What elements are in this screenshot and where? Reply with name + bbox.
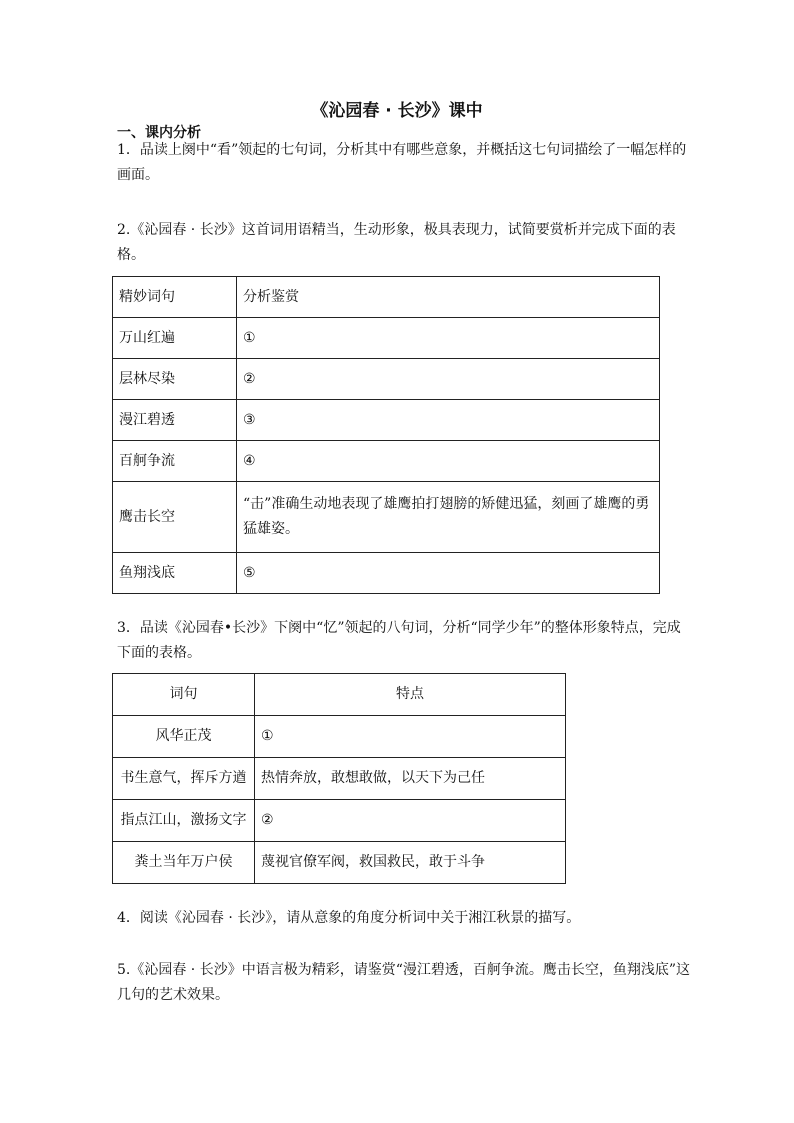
question-4: 4．阅读《沁园春 · 长沙》，请从意象的角度分析词中关于湘江秋景的描写。 xyxy=(117,910,581,926)
table-cell-answer: 热情奔放，敢想敢做，以天下为己任 xyxy=(255,758,566,800)
table-cell-answer: ⑤ xyxy=(237,553,660,594)
table-cell-answer: ④ xyxy=(237,441,660,482)
section-heading: 一、课内分析 xyxy=(117,125,201,141)
table-row xyxy=(113,716,566,758)
table-row xyxy=(113,359,660,400)
table-header-row xyxy=(113,277,660,318)
table-cell-answer: ① xyxy=(255,716,566,758)
page-title: 《沁园春 · 长沙》课中 xyxy=(311,101,483,121)
table-cell-phrase: 书生意气，挥斥方遒 xyxy=(113,758,255,800)
question-5: 5.《沁园春 · 长沙》中语言极为精彩，请鉴赏“漫江碧透，百舸争流。鹰击长空，鱼翔浅底”这几句的艺术效果。 xyxy=(117,962,691,1003)
analysis-table xyxy=(112,276,660,594)
table-row xyxy=(113,842,566,884)
question-2: 2.《沁园春 · 长沙》这首词用语精当，生动形象，极具表现力，试简要赏析并完成下面的表格。 xyxy=(117,222,676,263)
table-header-cell: 词句 xyxy=(113,674,255,716)
table-row xyxy=(113,800,566,842)
table-header-row xyxy=(113,674,566,716)
table-header-cell: 分析鉴赏 xyxy=(237,277,660,318)
table-cell-phrase: 粪土当年万户侯 xyxy=(113,842,255,884)
table-cell-phrase: 漫江碧透 xyxy=(113,400,237,441)
table-cell-answer: 蔑视官僚军阀，救国救民，敢于斗争 xyxy=(255,842,566,884)
table-cell-answer: ② xyxy=(255,800,566,842)
table-header-cell: 精妙词句 xyxy=(113,277,237,318)
table-cell-phrase: 鹰击长空 xyxy=(113,482,237,553)
table-row xyxy=(113,758,566,800)
trait-table xyxy=(112,673,566,884)
table-cell-phrase: 层林尽染 xyxy=(113,359,237,400)
table-row xyxy=(113,482,660,553)
table-row xyxy=(113,318,660,359)
table-cell-phrase: 风华正茂 xyxy=(113,716,255,758)
table-row xyxy=(113,400,660,441)
table-header-cell: 特点 xyxy=(255,674,566,716)
table-cell-answer: ① xyxy=(237,318,660,359)
table-cell-phrase: 百舸争流 xyxy=(113,441,237,482)
question-3: 3．品读《沁园春•长沙》下阕中“忆”领起的八句词，分析“同学少年”的整体形象特点，完成下面的表格。 xyxy=(117,620,681,661)
table-row xyxy=(113,553,660,594)
table-cell-answer: “击”准确生动地表现了雄鹰拍打翅膀的矫健迅猛，刻画了雄鹰的勇猛雄姿。 xyxy=(237,482,660,553)
table-row xyxy=(113,441,660,482)
table-cell-phrase: 鱼翔浅底 xyxy=(113,553,237,594)
table-cell-answer: ③ xyxy=(237,400,660,441)
table-cell-answer: ② xyxy=(237,359,660,400)
table-cell-phrase: 万山红遍 xyxy=(113,318,237,359)
question-1: 1．品读上阕中“看”领起的七句词，分析其中有哪些意象，并概括这七句词描绘了一幅怎样的画面。 xyxy=(117,142,687,183)
table-cell-phrase: 指点江山，激扬文字 xyxy=(113,800,255,842)
